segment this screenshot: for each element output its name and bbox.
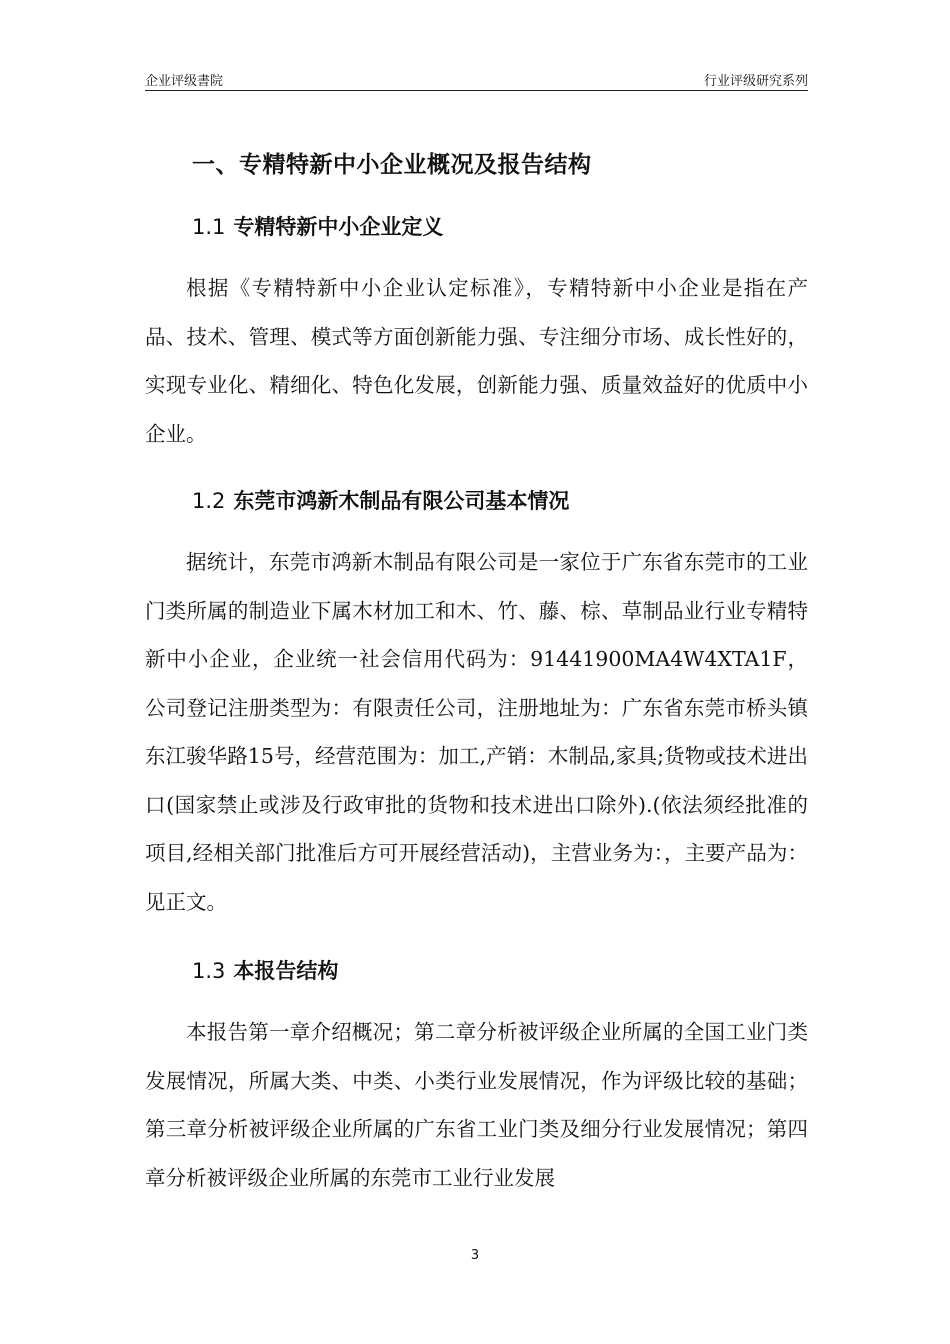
section-heading-1-2	[192, 485, 569, 515]
section-number: 1.1	[192, 215, 226, 239]
section-heading-1-3	[192, 955, 338, 985]
section-number: 1.2	[192, 489, 226, 513]
header-series: 行业评级研究系列	[703, 74, 808, 89]
section-1-1-paragraph: 根据《专精特新中小企业认定标准》，专精特新中小企业是指在产品、技术、管理、模式等方面创新能力强、专注细分市场、成长性好的，实现专业化、精细化、特色化发展，创新能力强、质量效益好的优质中小企业。	[145, 276, 808, 446]
section-1-3-paragraph: 本报告第一章介绍概况；第二章分析被评级企业所属的全国工业门类发展情况，所属大类、中类、小类行业发展情况，作为评级比较的基础；第三章分析被评级企业所属的广东省工业门类及细分行业发展情况；第四章分析被评级企业所属的东莞市工业行业发展	[145, 1020, 808, 1190]
section-heading-1-1	[192, 211, 443, 241]
page-number: 3	[470, 1248, 480, 1263]
chapter-title: 一、专精特新中小企业概况及报告结构	[192, 152, 592, 178]
section-title: 专精特新中小企业定义	[233, 215, 444, 239]
header-publisher: 企业评级書院	[145, 74, 224, 89]
section-title: 东莞市鸿新木制品有限公司基本情况	[233, 489, 570, 513]
section-1-2-paragraph: 据统计，东莞市鸿新木制品有限公司是一家位于广东省东莞市的工业门类所属的制造业下属木材加工和木、竹、藤、棕、草制品业行业专精特新中小企业，企业统一社会信用代码为：91441900MA4W4XTA1F，公司登记注册类型为：有限责任公司，注册地址为：广东省东莞市桥头镇东江骏华路15号，经营范围为：加工,产销：木制品,家具;货物或技术进出口(国家禁止或涉及行政审批的货物和技术进出口除外).(依法须经批准的项目,经相关部门批准后方可开展经营活动)，主营业务为：，主要产品为：见正文。	[145, 550, 808, 914]
section-number: 1.3	[192, 959, 226, 983]
section-title: 本报告结构	[233, 959, 339, 983]
page-header	[145, 68, 808, 91]
